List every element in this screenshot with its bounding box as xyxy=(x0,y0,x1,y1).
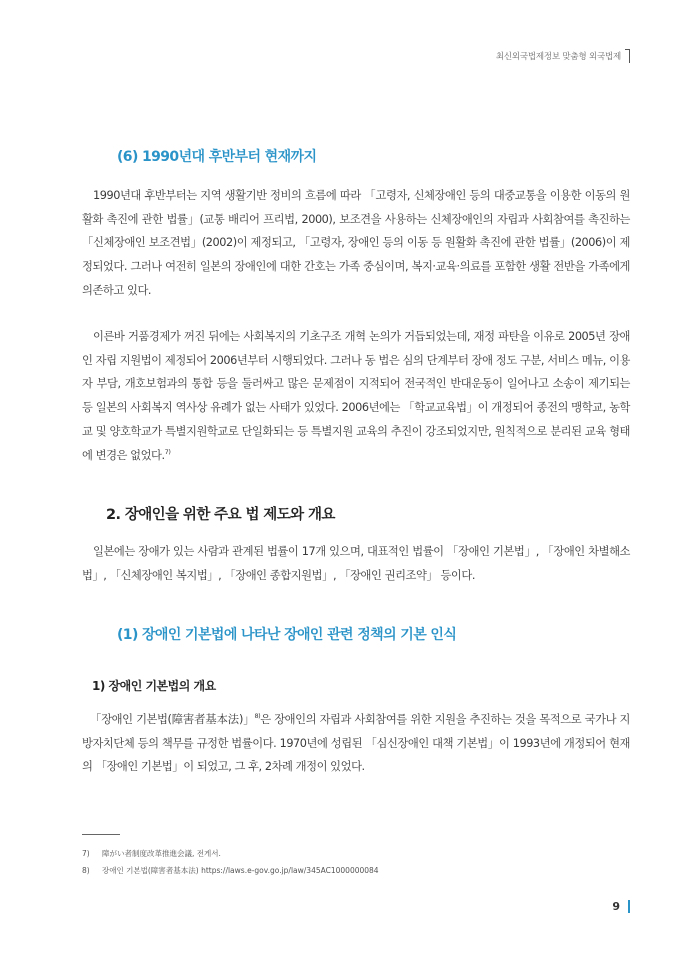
footnotes xyxy=(82,845,379,879)
footnote-number: 7) xyxy=(82,849,90,858)
section-6-paragraph-1 xyxy=(82,184,630,303)
footnote-number: 8) xyxy=(82,866,90,875)
paragraph-text: 1990년대 후반부터는 지역 생활기반 정비의 흐름에 따라 「고령자, 신체장애인 등의 대중교통을 이용한 이동의 원활화 촉진에 관한 법률」(교통 배리어 프리법, 2000), 보조견을 사용하는 신체장애인의 자립과 사회참여를 촉진하는 「신체장애인 보조견법」(2002)이 제정되고, 「고령자, 장애인 등의 이동 등 원활화 촉진에 관한 법률」(2006)이 제정되었다. 그러나 여전히 일본의 장애인에 대한 간호는 가족 중심이며, 복지·교육·의료를 포함한 생활 전반을 가족에게 의존하고 있다. xyxy=(82,189,630,297)
paragraph-text: 은 장애인의 자립과 사회참여를 위한 지원을 추진하는 것을 목적으로 국가나 지방자치단체 등의 책무를 규정한 법률이다. 1970년에 성립된 「심신장애인 대책 기본법」이 1993년에 개정되어 현재의 「장애인 기본법」이 되었고, 그 후, 2차례 개정이 있었다. xyxy=(82,713,630,774)
section-6-heading: (6) 1990년대 후반부터 현재까지 xyxy=(117,149,317,165)
footnote-item xyxy=(82,862,379,879)
header-title: 최신외국법제정보 맞춤형 외국법제 xyxy=(495,52,621,62)
paragraph-text: 이른바 거품경제가 꺼진 뒤에는 사회복지의 기초구조 개혁 논의가 거듭되었는데, 재정 파탄을 이유로 2005년 장애인 자립 지원법이 제정되어 2006년부터 시행되었다. 그러나 동 법은 심의 단계부터 장애 정도 구분, 서비스 메뉴, 이용자 부담, 개호보험과의 통합 등을 둘러싸고 많은 문제점이 지적되어 전국적인 반대운동이 일어나고 소송이 제기되는 등 일본의 사회복지 역사상 유례가 없는 사태가 있었다. 2006년에는 「학교교육법」이 개정되어 종전의 맹학교, 농학교 및 양호학교가 특별지원학교로 단일화되는 등 특별지원 교육의 추진이 강조되었지만, 원칙적으로 분리된 교육 형태에 변경은 없었다. xyxy=(82,330,630,462)
section-2-heading: 2. 장애인을 위한 주요 법 제도와 개요 xyxy=(106,507,335,523)
section-2-1-heading: (1) 장애인 기본법에 나타난 장애인 관련 정책의 기본 인식 xyxy=(117,627,457,643)
section-2-paragraph-1 xyxy=(82,540,630,587)
page-number-bar xyxy=(628,900,630,913)
running-header xyxy=(496,49,630,63)
footnote-ref-8[interactable]: 8) xyxy=(254,712,261,721)
section-2-1-1-heading: 1) 장애인 기본법의 개요 xyxy=(92,679,216,693)
header-bracket-mark xyxy=(625,49,630,63)
paragraph-text: 일본에는 장애가 있는 사람과 관계된 법률이 17개 있으며, 대표적인 법률이 「장애인 기본법」, 「장애인 차별해소법」, 「신체장애인 복지법」, 「장애인 종합지원법」, 「장애인 권리조약」 등이다. xyxy=(82,545,630,582)
section-2-1-1-paragraph xyxy=(82,708,630,779)
footnote-divider xyxy=(82,834,120,835)
paragraph-lead: 「장애인 기본법(障害者基本法)」 xyxy=(90,713,255,726)
footnote-item xyxy=(82,845,379,862)
footnote-text: 障がい者制度改革推進会議, 전게서. xyxy=(102,849,221,858)
page-number-text: 9 xyxy=(612,900,620,913)
page-number xyxy=(612,900,630,913)
section-6-paragraph-2 xyxy=(82,325,630,467)
footnote-link[interactable]: 장애인 기본법(障害者基本法) https://laws.e-gov.go.jp/law/345AC1000000084 xyxy=(102,866,379,875)
footnote-ref-7[interactable]: 7) xyxy=(164,447,171,456)
